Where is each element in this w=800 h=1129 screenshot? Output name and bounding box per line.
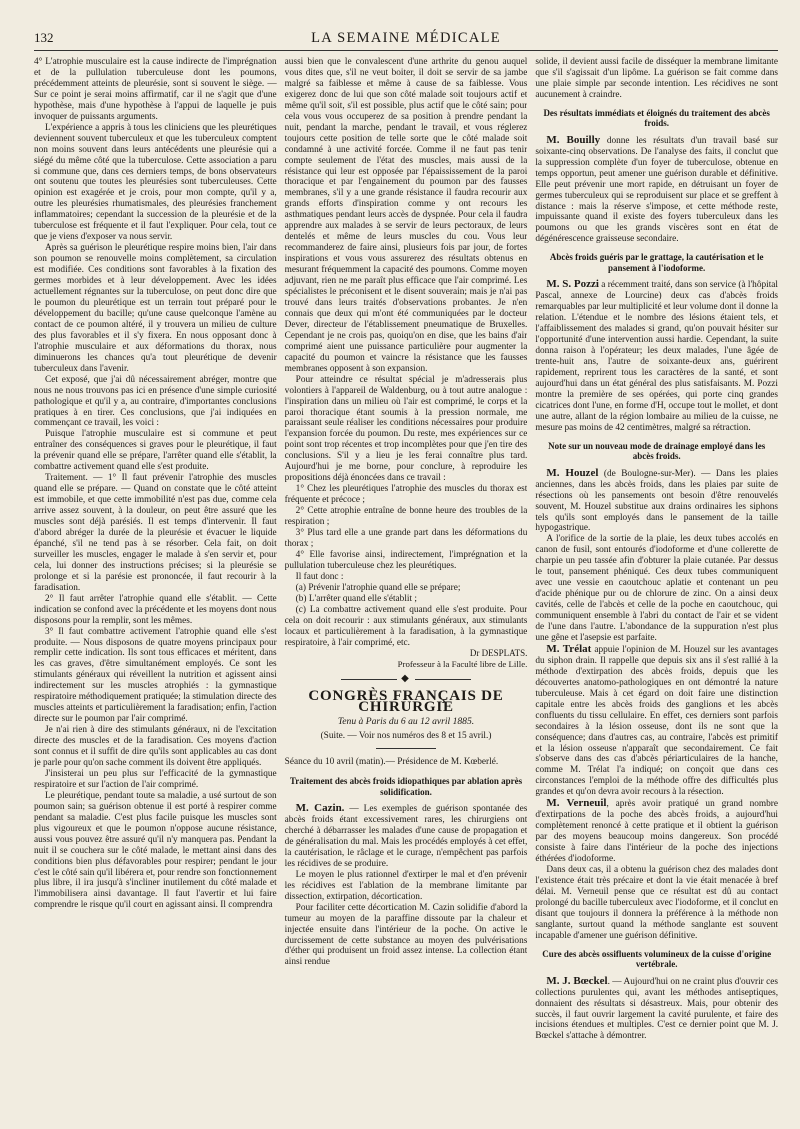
author-role: Professeur à la Faculté libre de Lille. <box>397 659 528 670</box>
paragraph: L'expérience a appris à tous les cliniciens que les pleurétiques deviennent souvent tuberculeux et que les tuberculeux comptent non moins souvent dans leurs antécédents une pleurésie qui a siégé du même côté que la tuberculose. Cette association a paru si commune que, dans ces derniers temps, de bons observateurs ont soutenu que toutes les pleurésies sont tuberculeuses. Cette opinion est exagérée et je crois, pour mon compte, qu'il y a, outre les pleurésies rhumatismales, des pleurésies franchement inflammatoires; cependant la succession de la pleurésie et de la tuberculose est fréquente et il faut l'expliquer. Pour cela, tout ce que je viens d'exposer va nous servir. <box>34 122 277 243</box>
conclusion-item: (c) La combattre activement quand elle s'est produite. Pour cela on doit recourir : aux stimulants généraux, aux stimulants locaux et particulièrement à la faradisation, à la gymnastique respiratoire, à l'air comprimé, etc. <box>284 604 528 648</box>
congress-note: (Suite. — Voir nos numéros des 8 et 15 avril.) <box>320 731 492 742</box>
paragraph: Pour atteindre ce résultat spécial je m'adresserais plus volontiers à l'appareil de Waldenburg, ou à tout autre analogue : l'inspiration dans un milieu où l'air est comprimé, le corps et la paroi thoracique étant soumis à la pression normale, me paraissant seule réaliser les conditions nécessaires pour produire l'expansion forcée du poumon. Du reste, mes expériences sur ce point sont trop récentes et trop incomplètes pour que j'en tire des conclusions. S'il y a lieu je les ferai connaître plus tard. Aujourd'hui je me borne, pour conclure, à reproduire les propositions déjà énoncées dans ce travail : <box>284 374 528 484</box>
paragraph: Le pleurétique, pendant toute sa maladie, a usé surtout de son poumon sain; sa guérison obtenue il est porté à respirer comme pendant sa maladie. C'est plus facile puisque les muscles sont plus vigoureux et que le poumon n'oppose aucune résistance, aussi vous pouvez être assuré qu'il n'y manquera pas. Pendant la nuit il se couchera sur le côté malade, le mettant ainsi dans des conditions bien plus défavorables pour respirer; pendant le jour c'est le côté sain qu'il libérera et, pour rendre son fonctionnement plus libre, il ira jusqu'à s'incliner inutilement du côté malade et l'immobilisera ainsi davantage. Il faut l'avertir et lui faire comprendre le risque qu'il court en agissant ainsi. Il comprendra <box>34 790 277 911</box>
section-heading: Abcès froids guéris par le grattage, la cautérisation et le pansement à l'iodoforme. <box>549 252 764 273</box>
paragraph: Pour faciliter cette décortication M. Cazin solidifie d'abord la tumeur au moyen de la paraffine dissoute par la chaleur et injectée ensuite dans l'intérieur de la poche. On active le durcissement de cette substance au moyen des pulvérisations d'éther qui produisent un froid assez intense. La collection étant ainsi rendue <box>284 902 528 968</box>
column-2 <box>285 57 528 1111</box>
header-rule <box>34 50 778 51</box>
speaker-name: M. Cazin. <box>295 802 345 815</box>
section-heading: Traitement des abcès froids idiopathiques par ablation après solidification. <box>289 776 523 797</box>
paragraph: Le moyen le plus rationnel d'extirper le mal et d'en prévenir les récidives est l'ablation de la membrane limitante par dissection, extirpation, décortication. <box>284 869 528 902</box>
paragraph: 4° L'atrophie musculaire est la cause indirecte de l'imprégnation et de la pullulation tuberculeuse dont les poumons, précédemment atteints de pleurésie, sont si souvent le siège. — Sur ce point je serai moins affirmatif, car il ne s'agit que d'une hypothèse, mais d'une hypothèse à l'appui de laquelle je puis invoquer de puissants arguments. <box>34 57 277 122</box>
paragraph: M. J. Bœckel. — Aujourd'hui on ne craint plus d'ouvrir ces collections purulentes qui, avant les méthodes antiseptiques, donnaient des résultats si désastreux. Mais, pour obtenir des succès, il faut ouvrir largement la cavité purulente, et faire des incisions étendues et multiples. C'est ce dernier point que M. J. Bœckel s'attache à démontrer. <box>535 974 779 1042</box>
section-heading: Cure des abcès ossifluents volumineux de la cuisse d'origine vertébrale. <box>542 948 772 970</box>
journal-title: LA SEMAINE MÉDICALE <box>311 30 501 46</box>
speaker-name: M. Verneuil <box>546 797 607 810</box>
speaker-name: M. Houzel <box>546 466 599 479</box>
conclusion-item: 4° Elle favorise ainsi, indirectement, l'imprégnation et la pullulation tuberculeuse chez les pleurétiques. <box>284 549 528 571</box>
paragraph: Je n'ai rien à dire des stimulants généraux, ni de l'excitation directe des muscles et de la faradisation. Ces moyens d'action sont connus et il suffit de dire qu'ils sont applicables au cas dont je parle pour qu'on sache comment ils doivent être appliqués. <box>34 725 277 768</box>
paragraph: Il faut donc : <box>295 571 344 582</box>
paragraph: Puisque l'atrophie musculaire est si commune et peut entraîner des conséquences si graves pour le pleurétique, il faut la prévenir quand elle se prépare, l'arrêter quand elle s'établit, la combattre activement quand elle s'est produite. <box>34 429 277 473</box>
speaker-name: M. Bouilly <box>546 133 601 146</box>
paragraph: Après sa guérison le pleurétique respire moins bien, l'air dans son poumon se renouvelle moins complètement, sa circulation est modifiée. Ces conditions sont favorables à la fixation des germes morbides et à leur développement. Avec les idées actuellement régnantes sur la tuberculose, on peut donc dire que le poumon du pleurétique est un terrain tout préparé pour le développement du bacille; qu'une cause quelconque l'amène au contact de ce poumon altéré, il y trouvera un milieu de culture des plus favorables et il s'y fixera. En nous opposant donc à l'atrophie musculaire et aux déformations du thorax, nous diminuerons les chances qu'a tout pleurétique de devenir tuberculeux dans l'avenir. <box>34 243 277 374</box>
column-1 <box>34 57 277 1111</box>
column-3 <box>535 57 778 1111</box>
paragraph: M. Bouilly donne les résultats d'un travail basé sur soixante-cinq observations. De l'analyse des faits, il conclut que la suppression complète d'un foyer de tuberculose, obtenue en temps opportun, peut amener une guérison durable et définitive. Elle peut prévenir une mort rapide, en détruisant un foyer de germes tuberculeux qui se reproduisent sur place et se greffent à distance : mais la réserve s'impose, et cette méthode reste, impuissante quand il existe des foyers tuberculeux dans les poumons ou que les grands viscères sont en état de dégénérescence graisseuse secondaire. <box>535 133 779 245</box>
paragraph: M. Verneuil, après avoir pratiqué un grand nombre d'extirpations de la poche des abcès froids, a aujourd'hui complètement renoncé à cette pratique et il obtient la guérison par des moyens beaucoup moins dangereux. Son procédé consiste à faire dans l'intérieur de la poche des injections éthérées d'iodoforme. <box>535 797 779 865</box>
paragraph: A l'orifice de la sortie de la plaie, les deux tubes accolés en canon de fusil, sont entourés d'iodoforme et d'une collerette de charpie un peu tassée afin d'obturer la plaie cutanée. Par dessus le tout, pansement phéniqué. Ces deux tubes communiquent avec une vessie en caoutchouc aplatie et contenant un peu d'acide phénique pur ou de chlorure de zinc. On a ainsi deux cavités, celle de l'abcès et celle de la poche en caoutchouc, qui communiquent ensemble à l'abri du contact de l'air et se vident de l'une dans l'autre. L'abondance de la suppuration n'est plus une gêne et l'asepsie est parfaite. <box>535 534 779 643</box>
speaker-name: M. J. Bœckel <box>546 974 608 987</box>
section-heading: Note sur un nouveau mode de drainage employé dans les abcès froids. <box>548 440 766 462</box>
paragraph: M. Trélat appuie l'opinion de M. Houzel sur les avantages du siphon drain. Il rappelle que depuis six ans il s'est rallié à la méthode d'extirpation des abcès froids, depuis que les découvertes anatomo-pathologiques en ont démontré la nature tuberculeuse. Mais à cet égard on doit faire une distinction capitale entre les abcès froids des ganglions et les abcès confluents du tissu cellulaire. En effet, ces derniers sont parfois secondaires à la lésion osseuse, dont ils ne sont que la conséquence; dans d'autres cas, au contraire, l'abcès est primitif et la lésion osseuse n'apparaît que secondairement. Ce fait s'observe dans des cas d'abcès périarticulaires de la hanche, comme M. Trélat l'a indiqué; on conçoit que dans ces circonstances l'emploi de la méthode offre des difficultés plus grandes et qu'on devra avoir recours à la résection. <box>535 642 779 798</box>
section-ornament: ◆ <box>285 674 528 685</box>
congress-title: CONGRÈS FRANÇAIS DE CHIRURGIE <box>308 688 504 716</box>
paragraph: Traitement. — 1° Il faut prévenir l'atrophie des muscles quand elle se prépare. — Quand on constate que le côté atteint est immobile, et que cette immobilité n'est pas due, comme cela arrive assez souvent, à la douleur, on peut être assuré que les muscles sont déjà parésiés. Il est temps d'intervenir. Il faut d'abord abréger la durée de la pleurésie et évacuer le liquide épanché, s'il ne tend pas à se résorber. Cela fait, on doit surveiller les muscles, engager le malade à s'en servir et, pour cela, lui donner des instructions précises; si la pleurésie se prolonge et si la parésie est prononcée, il faut recourir à la faradisation. <box>34 473 277 593</box>
paragraph: Cet exposé, que j'ai dû nécessairement abréger, montre que nous ne nous trouvons pas ici en présence d'une simple curiosité pathologique et qu'il y a, au contraire, d'importantes conclusions pratiques à en tirer. Ces conclusions, que j'ai indiquées en commençant ce travail, les voici : <box>34 374 277 429</box>
section-heading: Des résultats immédiats et éloignés du traitement des abcès froids. <box>543 107 770 129</box>
page-header <box>34 30 778 48</box>
paragraph: aussi bien que le convalescent d'une arthrite du genou auquel vous dites que, s'il ne veut boiter, il doit se servir de sa jambe malgré sa faiblesse et même à cause de sa faiblesse. Vous exigerez donc de lui que son côté malade soit toujours actif et même qu'il soit, s'il est possible, plus actif que le côté sain; pour cela vous vous occuperez de sa position à prendre pendant la nuit, pendant la marche, pendant le travail, et vous réglerez toujours cette position de telle sorte que le côté malade soit condamné à une activité forcée. Comme il ne faut pas tenir compte seulement de l'état des muscles, mais aussi de la résistance qui leur est opposée par l'épaississement de la paroi thoracique et par l'engainement du poumon par des fausses membranes, s'il y a une grande résistance il faudra recourir aux grands efforts d'inspiration comme y ont recours les asthmatiques pendant leurs accès de dyspnée. Pour cela il faudra apprendre aux malades à se servir de leurs pectoraux, de leurs dentelés et même de leurs muscles du cou. Vous leur recommanderez de faire ainsi, plusieurs fois par jour, de fortes inspirations et vous vous assurerez des résultats obtenus en mesurant fréquemment la capacité des poumons. Comme moyen adjuvant, rien ne me paraît plus efficace que l'air comprimé. Les spécialistes le préconisent et le disent souverain; mais je n'ai pas trouvé dans leurs traités d'observations probantes. Je n'en connais que deux qui m'ont été communiquées par le docteur Dever, directeur de l'établissement pneumatique de Bruxelles. Cependant je ne crois pas, quoiqu'on en dise, que les bains d'air comprimé aient une puissance particulière pour augmenter la capacité du poumon et vaincre la résistance que les fausses membranes opposent à son expansion. <box>284 57 528 374</box>
paragraph: solide, il devient aussi facile de disséquer la membrane limitante que s'il s'agissait d'un lipôme. La guérison se fait comme dans une plaie simple par seconde intention. Les récidives ne sont aucunement à craindre. <box>535 57 779 100</box>
paragraph: Dans deux cas, il a obtenu la guérison chez des malades dont l'existence était très précaire et dont la vie était menacée à bref délai. M. Verneuil pense que ce résultat est dû au contact prolongé du bacille tuberculeux avec l'iodoforme, et il conclut en disant que toujours il donnera la préférence à la méthode non sanglante, surtout quand la méthode sanglante est souvent incapable d'amener une guérison définitive. <box>535 865 779 941</box>
congress-subtitle: Tenu à Paris du 6 au 12 avril 1885. <box>337 716 475 728</box>
paragraph: M. Houzel (de Boulogne-sur-Mer). — Dans les plaies anciennes, dans les abcès froids, dans les plaies par suite de résections où les pansements ont besoin d'être renouvelés souvent, M. Houzel substitue aux drains ordinaires les siphons tels qu'ils sont employés dans le pansement de la taille hypogastrique. <box>535 466 779 534</box>
paragraph: M. Cazin. — Les exemples de guérison spontanée des abcès froids étant excessivement rares, les chirurgiens ont cherché à débarrasser les malades d'une cause de propagation et de généralisation du mal. Mais les procédés employés à cet effet, la cautérisation, le râclage et le curage, n'empêchent pas parfois les récidives de se produire. <box>284 802 528 869</box>
article-columns <box>34 57 778 1111</box>
conclusion-item: (b) L'arrêter quand elle s'établit ; <box>295 593 417 604</box>
divider <box>376 748 436 749</box>
conclusion-item: 2° Cette atrophie entraîne de bonne heure des troubles de la respiration ; <box>284 506 528 528</box>
conclusion-item: 3° Plus tard elle a une grande part dans les déformations du thorax ; <box>284 527 528 549</box>
paragraph: 2° Il faut arrêter l'atrophie quand elle s'établit. — Cette indication se confond avec la précédente et les moyens dont nous disposons pour la remplir, sont les mêmes. <box>34 593 277 626</box>
page-number: 132 <box>34 30 54 45</box>
author-signature: Dr DESPLATS. <box>469 648 528 659</box>
conclusion-item: 1° Chez les pleurétiques l'atrophie des muscles du thorax est fréquente et précoce ; <box>284 484 528 506</box>
paragraph: J'insisterai un peu plus sur l'efficacité de la gymnastique respiratoire et sur l'action de l'air comprimé. <box>34 768 277 790</box>
speaker-name: M. S. Pozzi <box>546 278 599 291</box>
session-line: Séance du 10 avril (matin).— Présidence de M. Kœberlé. <box>284 757 499 768</box>
paragraph: 3° Il faut combattre activement l'atrophie quand elle s'est produite. — Nous disposons de quatre moyens principaux pour remplir cette indication. Ils sont tous efficaces et méritent, dans les cas graves, d'être simultanément employés. Ce sont les stimulants généraux qui réveillent la nutrition et agissent ainsi indirectement sur les muscles atrophiés : la gymnastique respiratoire méthodiquement pratiquée; la stimulation directe des muscles atteints et particulièrement la faradisation; enfin, l'action directe sur le poumon par l'air comprimé. <box>34 626 277 725</box>
speaker-name: M. Trélat <box>546 642 592 655</box>
conclusion-item: (a) Prévenir l'atrophie quand elle se prépare; <box>295 582 461 593</box>
paragraph: M. S. Pozzi a récemment traité, dans son service (à l'hôpital Pascal, annexe de Lourcine) deux cas d'abcès froids remarquables par leur multiplicité et leur volume dont il donne la relation. L'étendue et le nombre des lésions étaient tels, et l'affaiblissement des malades si grand, qu'on pouvait hésiter sur l'opportunité d'une intervention aussi hardie. Cependant, la suite donna raison à l'opérateur; les deux malades, l'une âgée de trente-huit ans, l'autre de soixante-deux ans, guérirent rapidement, reprirent tous les caractères de la santé, et sont aujourd'hui dans un état général des plus satisfaisants. M. Pozzi montre la première de ses opérées, qui porte cinq grandes cicatrices dont l'une, en forme d'H, occupe tout le mollet, et dont une autre, allant de la région lombaire au milieu de la cuisse, ne mesure pas moins de 42 centimètres, malgré sa rétraction. <box>535 278 779 433</box>
